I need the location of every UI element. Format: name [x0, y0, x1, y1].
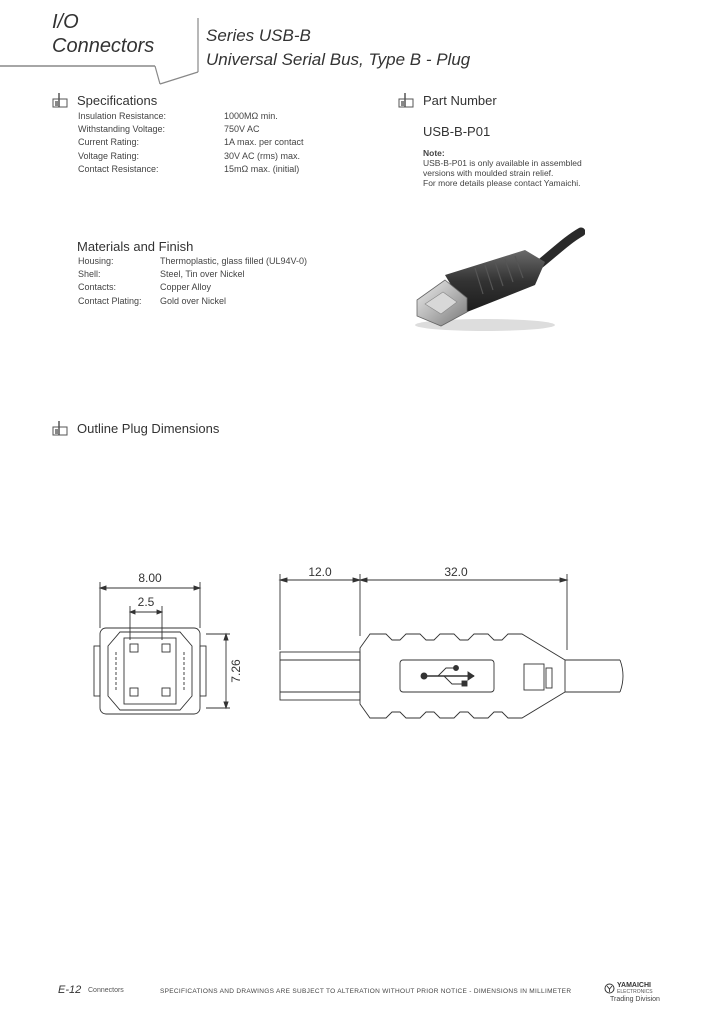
- spec-label: Voltage Rating:: [78, 150, 140, 161]
- section-marker-icon: [51, 91, 71, 109]
- dim-pitch-label: 2.5: [137, 595, 155, 609]
- material-value: Steel, Tin over Nickel: [160, 269, 245, 280]
- spec-row: [78, 136, 378, 149]
- spec-value: 30V AC (rms) max.: [224, 150, 301, 161]
- specifications-heading: [77, 93, 157, 108]
- spec-row: [78, 150, 378, 163]
- material-value: Copper Alloy: [160, 282, 212, 293]
- footer-section: Connectors: [88, 987, 124, 994]
- page-number: E-12: [58, 984, 82, 996]
- part-number-heading: [423, 93, 497, 108]
- spec-row: [78, 123, 378, 136]
- part-number-note: [423, 148, 582, 188]
- side-view-drawing: [270, 560, 630, 740]
- dim-front-label: 12.0: [308, 565, 332, 579]
- category-line-2: Connectors: [52, 35, 155, 57]
- footer-disclaimer: SPECIFICATIONS AND DRAWINGS ARE SUBJECT TO ALTERATION WITHOUT PRIOR NOTICE - DIMENSIONS IN MILLIMETER: [160, 988, 572, 995]
- dim-height-label: 7.26: [229, 659, 243, 683]
- brand-sub: ELECTRONICS: [617, 989, 653, 995]
- material-row: [78, 281, 378, 294]
- materials-title: Materials and Finish: [77, 239, 194, 254]
- specifications-table: [78, 110, 378, 176]
- series-title: [206, 24, 470, 72]
- outline-heading: [77, 421, 219, 436]
- spec-label: Withstanding Voltage:: [78, 124, 166, 135]
- note-title: Note:: [423, 148, 445, 158]
- front-view-drawing: [80, 560, 250, 730]
- series-name: Series USB-B: [206, 26, 311, 45]
- dim-body-label: 32.0: [444, 565, 468, 579]
- section-marker-icon: [51, 419, 71, 437]
- spec-row: [78, 163, 378, 176]
- note-line: versions with moulded strain relief.: [423, 168, 554, 178]
- material-row: [78, 255, 378, 268]
- material-label: Contacts:: [78, 282, 117, 293]
- part-number-title: Part Number: [423, 93, 497, 108]
- yamaichi-logo-icon: [604, 983, 615, 994]
- material-value: Thermoplastic, glass filled (UL94V-0): [160, 256, 308, 266]
- dim-width-label: 8.00: [138, 571, 162, 585]
- material-label: Housing:: [78, 256, 114, 266]
- note-line: For more details please contact Yamaichi.: [423, 178, 581, 188]
- specifications-title: Specifications: [77, 93, 158, 108]
- material-row: [78, 295, 378, 308]
- section-marker-icon: [397, 91, 417, 109]
- division-label: Trading Division: [610, 996, 660, 1003]
- usb-b-plug-photo: [405, 220, 585, 335]
- material-value: Gold over Nickel: [160, 295, 227, 306]
- materials-heading: [77, 239, 193, 254]
- spec-value: 1000MΩ min.: [224, 111, 278, 121]
- spec-label: Insulation Resistance:: [78, 111, 167, 121]
- part-number-value: USB-B-P01: [423, 124, 491, 139]
- materials-table: [78, 255, 378, 308]
- spec-label: Current Rating:: [78, 137, 140, 148]
- material-label: Shell:: [78, 269, 101, 280]
- spec-value: 750V AC: [224, 124, 260, 135]
- series-description: Universal Serial Bus, Type B - Plug: [206, 50, 471, 69]
- category-line-1: I/O: [52, 11, 79, 33]
- spec-label: Contact Resistance:: [78, 163, 159, 174]
- outline-title: Outline Plug Dimensions: [77, 421, 220, 436]
- spec-value: 1A max. per contact: [224, 137, 304, 148]
- spec-row: [78, 110, 378, 123]
- brand-name: YAMAICHI: [617, 982, 651, 989]
- note-line: USB-B-P01 is only available in assembled: [423, 158, 582, 168]
- spec-value: 15mΩ max. (initial): [224, 163, 300, 174]
- material-row: [78, 268, 378, 281]
- material-label: Contact Plating:: [78, 295, 142, 306]
